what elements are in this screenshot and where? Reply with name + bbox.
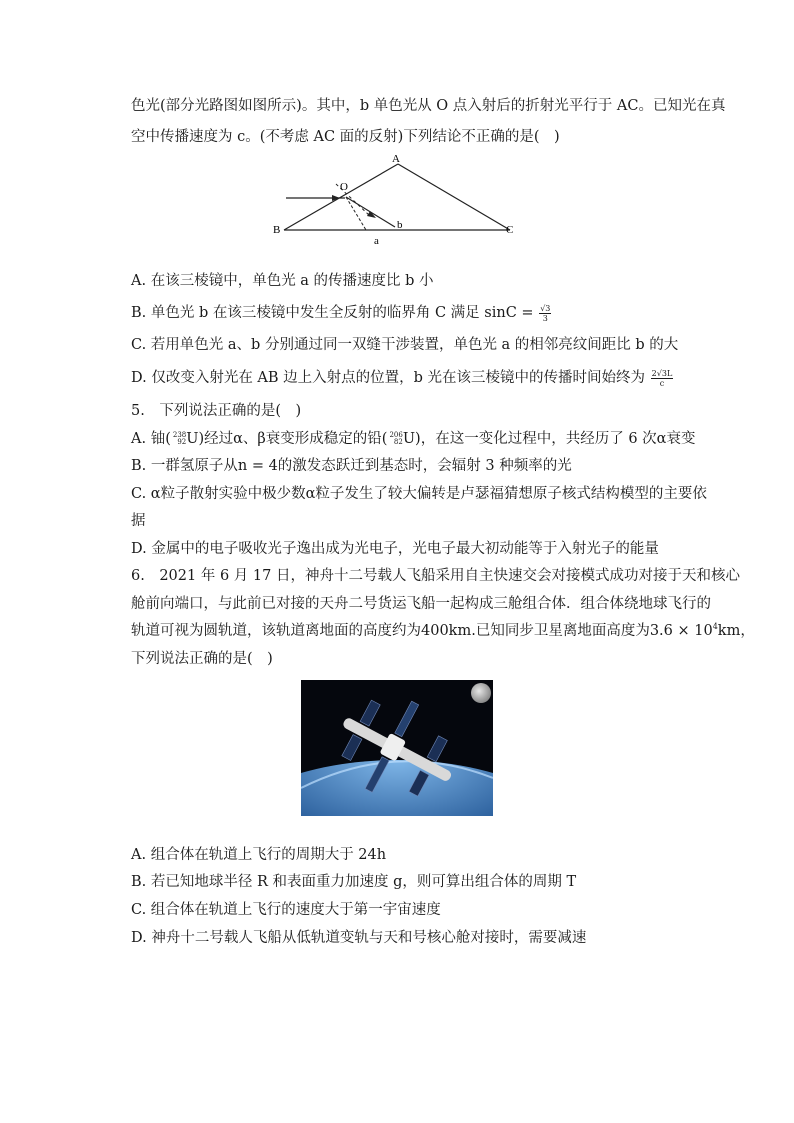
q6-option-c: C. 组合体在轨道上飞行的速度大于第一宇宙速度 — [131, 902, 441, 918]
ray-a — [346, 197, 366, 230]
time-fraction — [651, 369, 674, 388]
q5-option-c-line2: 据 — [131, 513, 146, 529]
label-ray-b: b — [397, 219, 403, 231]
q6-stem-line4: 下列说法正确的是( ) — [131, 651, 273, 667]
uranium-nuclide — [173, 432, 186, 446]
lead-nuclide — [389, 432, 402, 446]
q6-option-a: A. 组合体在轨道上飞行的周期大于 24h — [131, 847, 387, 863]
q4-option-d — [131, 368, 674, 388]
intro-line-1: 色光(部分光路图如图所示)。其中，b 单色光从 O 点入射后的折射光平行于 AC。已知光在真 — [131, 98, 726, 114]
side-ac — [398, 164, 510, 230]
q6-option-b: B. 若已知地球半径 R 和表面重力加速度 g，则可算出组合体的周期 T — [131, 874, 577, 890]
label-b-vertex: B — [273, 224, 281, 236]
space-station-image — [301, 680, 493, 816]
q6-l3-post: km， — [717, 623, 755, 639]
u-mass: 238 — [172, 431, 187, 439]
side-ab — [284, 164, 398, 230]
pb-mass: 206 — [389, 431, 403, 439]
q6-option-d: D. 神舟十二号载人飞船从低轨道变轨与天和号核心舱对接时，需要减速 — [131, 930, 587, 946]
sqrt3-over-3-fraction — [539, 304, 551, 323]
q5-option-c-line1: C. α粒子散射实验中极少数α粒子发生了较大偏转是卢瑟福猜想原子核式结构模型的主要依 — [131, 486, 707, 502]
frac-num: √3 — [540, 303, 551, 313]
q6-stem-line2: 舱前向端口，与此前已对接的天舟二号货运飞船一起构成三舱组合体．组合体绕地球飞行的 — [131, 596, 711, 612]
q4-option-c: C. 若用单色光 a、b 分别通过同一双缝干涉装置，单色光 a 的相邻亮纹间距比 b 的大 — [131, 337, 679, 353]
q5-option-a — [131, 429, 695, 449]
q5-a-mid: U)经过α、β衰变形成稳定的铅( — [186, 431, 388, 447]
q5-option-d: D. 金属中的电子吸收光子逸出成为光电子，光电子最大初动能等于入射光子的能量 — [131, 541, 659, 557]
q4-option-a: A. 在该三棱镜中，单色光 a 的传播速度比 b 小 — [131, 273, 434, 289]
label-ray-a: a — [374, 235, 379, 247]
q6-l3-pre: 轨道可视为圆轨道，该轨道离地面的高度约为400km.已知同步卫星离地面高度为3.6 × 10 — [131, 623, 713, 639]
q4-option-d-text: D. 仅改变入射光在 AB 边上入射点的位置，b 光在该三棱镜中的传播时间始终为 — [131, 370, 646, 386]
q6-stem-line3 — [131, 621, 755, 641]
frac-num: 2√3L — [651, 368, 673, 378]
q6-stem-line1: 6. 2021 年 6 月 17 日，神舟十二号载人飞船采用自主快速交会对接模式成功对接于天和核心 — [131, 568, 740, 584]
moon — [471, 683, 491, 703]
exponent: 4 — [712, 622, 718, 632]
frac-den: 3 — [542, 313, 548, 323]
pb-z: 82 — [393, 438, 403, 446]
label-a-vertex: A — [392, 153, 400, 165]
q5-option-b: B. 一群氢原子从n = 4的激发态跃迁到基态时，会辐射 3 种频率的光 — [131, 458, 572, 474]
prism-diagram — [270, 150, 530, 250]
u-z: 92 — [177, 438, 187, 446]
frac-den: c — [659, 378, 665, 388]
q4-option-b-text: B. 单色光 b 在该三棱镜中发生全反射的临界角 C 满足 sinC = — [131, 305, 534, 321]
q4-option-b — [131, 303, 552, 323]
label-o: O — [340, 181, 348, 193]
q5-a-post: U)，在这一变化过程中，共经历了 6 次α衰变 — [402, 431, 696, 447]
intro-line-2: 空中传播速度为 c。(不考虑 AC 面的反射)下列结论不正确的是( ) — [131, 129, 560, 145]
q5-stem: 5. 下列说法正确的是( ) — [131, 403, 302, 419]
q5-a-pre: A. 铀( — [131, 431, 171, 447]
label-c-vertex: C — [506, 224, 514, 236]
